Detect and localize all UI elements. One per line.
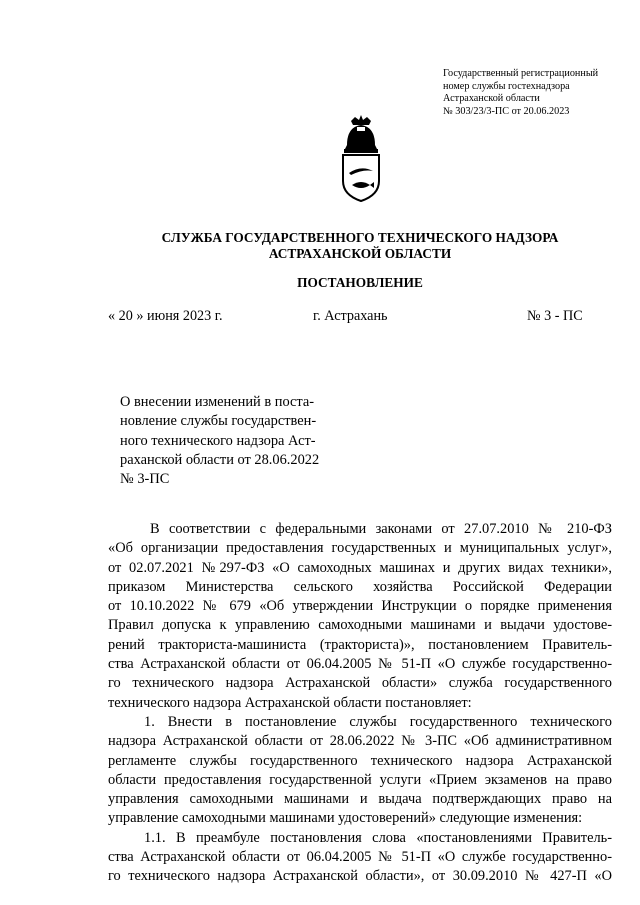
body-line: го технического надзора Астраханской области», от 30.09.2010 № 427-П «О — [108, 868, 612, 885]
body-line: «Об организации предоставления государственных и муниципальных услуг», — [108, 540, 612, 557]
body-line: 1.1. В преамбуле постановления слова «постановлениями Правитель- — [144, 829, 612, 846]
body-line: управления самоходными машинами и выдача подтверждающих право на — [108, 791, 612, 808]
body-line: рений тракториста-машиниста (тракториста)», постановлением Правитель- — [108, 636, 612, 653]
body-line: го технического надзора Астраханской области» служба государственного — [108, 675, 612, 692]
body-line: надзора Астраханской области от 28.06.2022 № 3-ПС «Об административном — [108, 733, 612, 750]
org-line: СЛУЖБА ГОСУДАРСТВЕННОГО ТЕХНИЧЕСКОГО НАДЗОРА — [161, 230, 559, 245]
coat-of-arms-emblem — [337, 115, 385, 203]
body-line: от 10.10.2022 № 679 «Об утверждении Инструкции о порядке применения — [108, 598, 612, 615]
document-city: г. Астрахань — [313, 308, 388, 324]
body-line: Правил допуска к управлению самоходными машинами и выдачи удостове- — [108, 617, 612, 634]
organization-name — [120, 230, 600, 262]
body-line: ства Астраханской области от 06.04.2005 № 51-П «О службе государственно- — [108, 656, 612, 673]
subject-line: № 3-ПС — [120, 471, 170, 488]
org-line: АСТРАХАНСКОЙ ОБЛАСТИ — [268, 246, 452, 261]
document-body — [108, 520, 612, 887]
registration-stamp — [443, 68, 633, 118]
body-line: технического надзора Астраханской области постановляет: — [108, 694, 472, 711]
subject-line: новление службы государствен- — [120, 413, 317, 430]
subject-line: ного технического надзора Аст- — [120, 432, 316, 449]
body-line: области предоставления государственной услуги «Прием экзаменов на право — [108, 771, 612, 788]
body-line: 1. Внести в постановление службы государственного технического — [144, 713, 612, 730]
subject-line: раханской области от 28.06.2022 — [120, 451, 320, 468]
body-line: приказом Министерства сельского хозяйства Российской Федерации — [108, 578, 612, 595]
subject-line: О внесении изменений в поста- — [120, 394, 315, 410]
document-type: ПОСТАНОВЛЕНИЕ — [297, 275, 423, 290]
document-subject — [120, 393, 336, 489]
registration-line: номер службы гостехнадзора — [443, 80, 570, 92]
document-number: № 3 - ПС — [527, 308, 583, 324]
body-line: управление самоходными машинами удостоверений» следующие изменения: — [108, 810, 583, 827]
registration-line: Астраханской области — [443, 93, 540, 105]
document-date: « 20 » июня 2023 г. — [108, 308, 223, 324]
body-line: ства Астраханской области от 06.04.2005 № 51-П «О службе государственно- — [108, 849, 612, 866]
body-line: от 02.07.2021 №297-ФЗ «О самоходных машинах и других видах техники», — [108, 559, 612, 576]
registration-line: Государственный регистрационный — [443, 68, 599, 79]
registration-line: № 303/23/3-ПС от 20.06.2023 — [443, 105, 570, 117]
body-line: регламенте службы государственного технического надзора Астраханской — [108, 752, 612, 769]
body-line: В соответствии с федеральными законами от 27.07.2010 № 210-ФЗ — [150, 521, 612, 537]
